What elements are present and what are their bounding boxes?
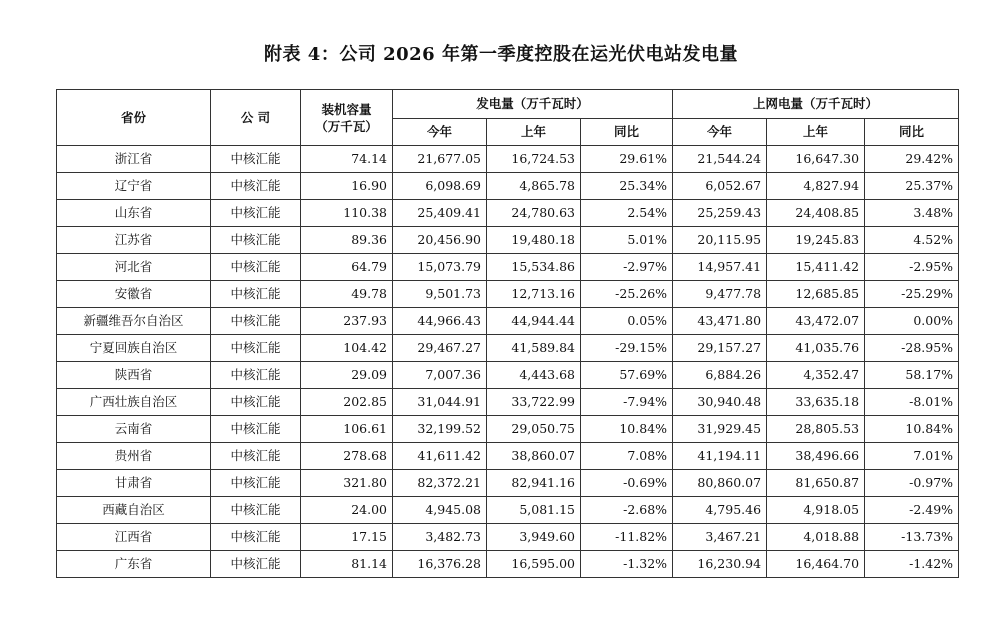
cell-gen-this-year: 29,467.27 [393,335,487,362]
header-generation: 发电量（万千瓦时） [393,90,673,119]
cell-province: 浙江省 [57,146,211,173]
cell-grid-this-year: 43,471.80 [673,308,767,335]
cell-company: 中核汇能 [211,416,301,443]
cell-grid-yoy: 10.84% [865,416,959,443]
cell-province: 广东省 [57,551,211,578]
cell-company: 中核汇能 [211,335,301,362]
header-grid-this-year: 今年 [673,119,767,146]
cell-gen-last-year: 15,534.86 [487,254,581,281]
cell-grid-yoy: -28.95% [865,335,959,362]
table-row [57,281,959,308]
cell-gen-this-year: 7,007.36 [393,362,487,389]
header-capacity-line1: 装机容量 [321,101,372,117]
cell-gen-yoy: 2.54% [581,200,673,227]
cell-province: 贵州省 [57,443,211,470]
cell-company: 中核汇能 [211,173,301,200]
cell-capacity: 278.68 [301,443,393,470]
table-row [57,443,959,470]
cell-grid-this-year: 4,795.46 [673,497,767,524]
cell-grid-last-year: 4,352.47 [767,362,865,389]
cell-capacity: 321.80 [301,470,393,497]
cell-gen-yoy: 5.01% [581,227,673,254]
cell-gen-last-year: 16,724.53 [487,146,581,173]
cell-company: 中核汇能 [211,443,301,470]
header-capacity [301,90,393,146]
cell-company: 中核汇能 [211,308,301,335]
cell-gen-this-year: 41,611.42 [393,443,487,470]
cell-company: 中核汇能 [211,362,301,389]
cell-gen-this-year: 15,073.79 [393,254,487,281]
cell-gen-last-year: 12,713.16 [487,281,581,308]
cell-gen-yoy: -2.97% [581,254,673,281]
cell-grid-last-year: 4,018.88 [767,524,865,551]
cell-grid-this-year: 14,957.41 [673,254,767,281]
cell-gen-this-year: 3,482.73 [393,524,487,551]
cell-grid-last-year: 4,827.94 [767,173,865,200]
cell-grid-yoy: -0.97% [865,470,959,497]
cell-province: 新疆维吾尔自治区 [57,308,211,335]
cell-grid-last-year: 4,918.05 [767,497,865,524]
cell-grid-last-year: 19,245.83 [767,227,865,254]
cell-gen-this-year: 21,677.05 [393,146,487,173]
cell-capacity: 29.09 [301,362,393,389]
cell-gen-this-year: 44,966.43 [393,308,487,335]
cell-province: 山东省 [57,200,211,227]
cell-capacity: 106.61 [301,416,393,443]
cell-grid-yoy: 7.01% [865,443,959,470]
cell-province: 甘肃省 [57,470,211,497]
cell-grid-yoy: -13.73% [865,524,959,551]
cell-gen-yoy: -7.94% [581,389,673,416]
table-row [57,173,959,200]
cell-gen-yoy: -11.82% [581,524,673,551]
cell-capacity: 49.78 [301,281,393,308]
cell-gen-yoy: -0.69% [581,470,673,497]
cell-company: 中核汇能 [211,470,301,497]
table-row [57,146,959,173]
cell-gen-this-year: 9,501.73 [393,281,487,308]
cell-company: 中核汇能 [211,281,301,308]
cell-gen-last-year: 33,722.99 [487,389,581,416]
cell-grid-this-year: 30,940.48 [673,389,767,416]
header-grid-yoy: 同比 [865,119,959,146]
cell-grid-this-year: 6,052.67 [673,173,767,200]
cell-province: 陕西省 [57,362,211,389]
cell-grid-this-year: 3,467.21 [673,524,767,551]
cell-grid-yoy: 3.48% [865,200,959,227]
cell-capacity: 16.90 [301,173,393,200]
cell-company: 中核汇能 [211,389,301,416]
table-row [57,416,959,443]
cell-province: 辽宁省 [57,173,211,200]
cell-grid-last-year: 38,496.66 [767,443,865,470]
header-capacity-line2: （万千瓦） [315,118,378,134]
header-company: 公 司 [211,90,301,146]
cell-grid-yoy: 4.52% [865,227,959,254]
cell-grid-last-year: 33,635.18 [767,389,865,416]
table-row [57,254,959,281]
table-row [57,335,959,362]
cell-grid-this-year: 25,259.43 [673,200,767,227]
cell-grid-yoy: 0.00% [865,308,959,335]
cell-grid-this-year: 16,230.94 [673,551,767,578]
cell-grid-this-year: 9,477.78 [673,281,767,308]
cell-grid-yoy: 25.37% [865,173,959,200]
cell-company: 中核汇能 [211,524,301,551]
cell-gen-last-year: 44,944.44 [487,308,581,335]
table-row [57,551,959,578]
table-header [57,90,959,146]
cell-gen-yoy: -25.26% [581,281,673,308]
table-row [57,389,959,416]
header-province: 省份 [57,90,211,146]
cell-grid-yoy: -2.49% [865,497,959,524]
cell-grid-this-year: 31,929.45 [673,416,767,443]
cell-gen-last-year: 19,480.18 [487,227,581,254]
header-gen-this-year: 今年 [393,119,487,146]
cell-province: 江西省 [57,524,211,551]
cell-gen-this-year: 82,372.21 [393,470,487,497]
cell-gen-last-year: 41,589.84 [487,335,581,362]
cell-capacity: 17.15 [301,524,393,551]
cell-capacity: 237.93 [301,308,393,335]
cell-gen-last-year: 4,865.78 [487,173,581,200]
cell-company: 中核汇能 [211,227,301,254]
cell-gen-last-year: 82,941.16 [487,470,581,497]
cell-province: 云南省 [57,416,211,443]
cell-province: 安徽省 [57,281,211,308]
cell-capacity: 202.85 [301,389,393,416]
cell-gen-last-year: 29,050.75 [487,416,581,443]
cell-grid-last-year: 43,472.07 [767,308,865,335]
cell-grid-last-year: 28,805.53 [767,416,865,443]
page-title: 附表 4：公司 2026 年第一季度控股在运光伏电站发电量 [264,44,738,65]
cell-grid-yoy: -1.42% [865,551,959,578]
table-row [57,200,959,227]
cell-gen-last-year: 24,780.63 [487,200,581,227]
cell-grid-last-year: 24,408.85 [767,200,865,227]
table-row [57,227,959,254]
cell-province: 广西壮族自治区 [57,389,211,416]
cell-gen-this-year: 32,199.52 [393,416,487,443]
cell-grid-last-year: 16,464.70 [767,551,865,578]
cell-gen-yoy: 10.84% [581,416,673,443]
cell-company: 中核汇能 [211,200,301,227]
table-row [57,524,959,551]
header-gen-last-year: 上年 [487,119,581,146]
cell-capacity: 104.42 [301,335,393,362]
cell-province: 江苏省 [57,227,211,254]
cell-capacity: 74.14 [301,146,393,173]
cell-gen-this-year: 20,456.90 [393,227,487,254]
cell-gen-this-year: 6,098.69 [393,173,487,200]
table-row [57,308,959,335]
cell-grid-yoy: -8.01% [865,389,959,416]
cell-gen-this-year: 16,376.28 [393,551,487,578]
cell-grid-this-year: 20,115.95 [673,227,767,254]
cell-capacity: 81.14 [301,551,393,578]
cell-grid-this-year: 29,157.27 [673,335,767,362]
table-body [57,146,959,578]
cell-gen-yoy: 0.05% [581,308,673,335]
cell-grid-yoy: -2.95% [865,254,959,281]
table-row [57,470,959,497]
cell-grid-yoy: -25.29% [865,281,959,308]
header-grid: 上网电量（万千瓦时） [673,90,959,119]
cell-grid-last-year: 16,647.30 [767,146,865,173]
cell-grid-this-year: 21,544.24 [673,146,767,173]
header-grid-last-year: 上年 [767,119,865,146]
cell-company: 中核汇能 [211,497,301,524]
cell-grid-last-year: 81,650.87 [767,470,865,497]
table-row [57,497,959,524]
cell-gen-last-year: 3,949.60 [487,524,581,551]
cell-grid-this-year: 6,884.26 [673,362,767,389]
cell-grid-last-year: 15,411.42 [767,254,865,281]
cell-gen-yoy: -1.32% [581,551,673,578]
cell-grid-this-year: 80,860.07 [673,470,767,497]
cell-gen-yoy: -2.68% [581,497,673,524]
cell-capacity: 110.38 [301,200,393,227]
cell-grid-last-year: 41,035.76 [767,335,865,362]
cell-grid-this-year: 41,194.11 [673,443,767,470]
cell-gen-this-year: 31,044.91 [393,389,487,416]
cell-gen-yoy: 25.34% [581,173,673,200]
cell-gen-yoy: 57.69% [581,362,673,389]
cell-grid-last-year: 12,685.85 [767,281,865,308]
cell-gen-this-year: 4,945.08 [393,497,487,524]
table-row [57,362,959,389]
cell-province: 河北省 [57,254,211,281]
cell-gen-last-year: 16,595.00 [487,551,581,578]
cell-company: 中核汇能 [211,551,301,578]
cell-capacity: 89.36 [301,227,393,254]
cell-company: 中核汇能 [211,146,301,173]
cell-gen-yoy: 29.61% [581,146,673,173]
cell-gen-this-year: 25,409.41 [393,200,487,227]
cell-gen-last-year: 5,081.15 [487,497,581,524]
cell-gen-last-year: 4,443.68 [487,362,581,389]
cell-gen-last-year: 38,860.07 [487,443,581,470]
header-gen-yoy: 同比 [581,119,673,146]
cell-capacity: 64.79 [301,254,393,281]
cell-gen-yoy: -29.15% [581,335,673,362]
cell-grid-yoy: 58.17% [865,362,959,389]
cell-province: 宁夏回族自治区 [57,335,211,362]
cell-capacity: 24.00 [301,497,393,524]
cell-gen-yoy: 7.08% [581,443,673,470]
cell-grid-yoy: 29.42% [865,146,959,173]
cell-company: 中核汇能 [211,254,301,281]
generation-table [56,89,959,578]
cell-province: 西藏自治区 [57,497,211,524]
